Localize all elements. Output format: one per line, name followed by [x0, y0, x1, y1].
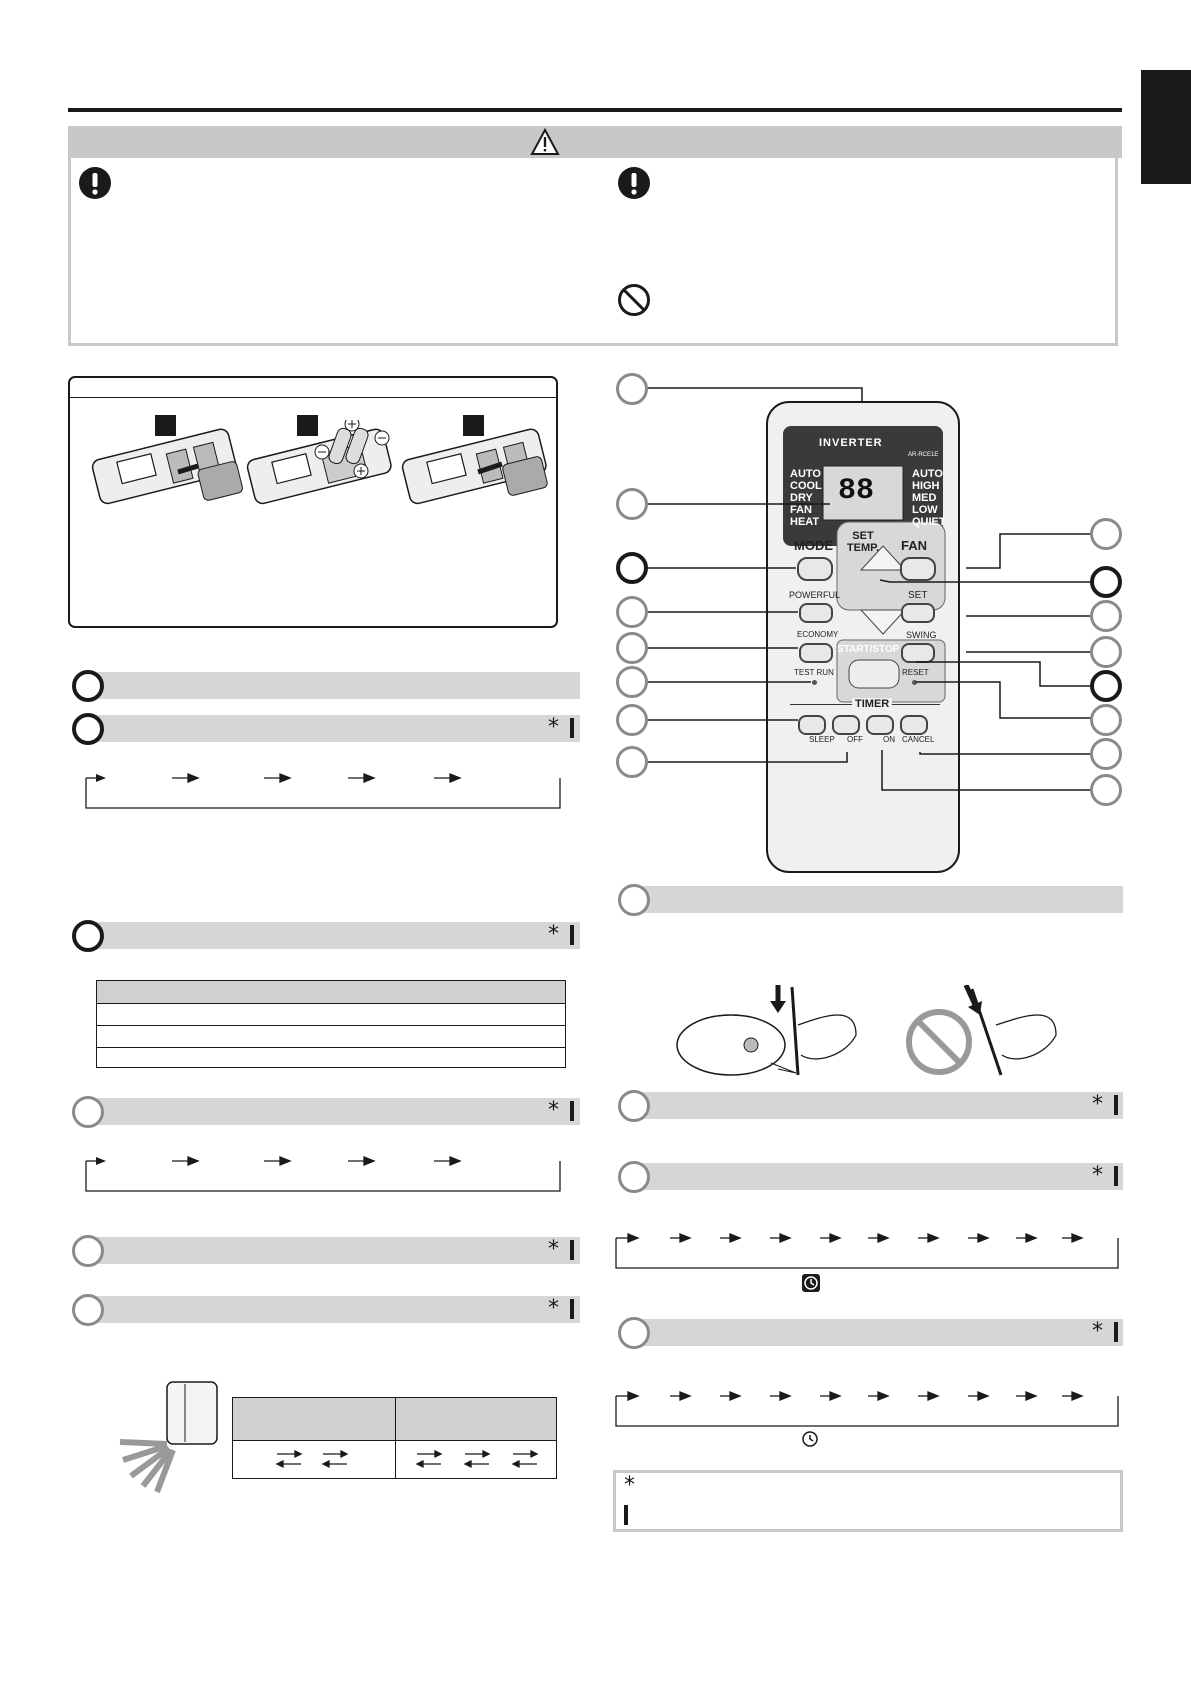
asterisk-mark: * [1092, 1163, 1103, 1188]
sleep-label: SLEEP [809, 735, 835, 744]
asterisk-mark: * [1092, 1319, 1103, 1344]
mode-fan-label: FAN [790, 504, 812, 516]
timer-on-icon [801, 1273, 821, 1293]
section-bar-timer-off [634, 1163, 1123, 1190]
table-row [97, 1047, 565, 1048]
section-number-circle [72, 1096, 104, 1128]
section-bar-mode [86, 715, 580, 742]
start-stop-label: START/STOP [837, 644, 900, 655]
callout-circle [1090, 518, 1122, 550]
callout-circle [616, 632, 648, 664]
bar-mark [570, 1101, 574, 1121]
callout-circle [616, 704, 648, 736]
fan-med-label: MED [912, 492, 937, 504]
asterisk-mark: * [1092, 1092, 1103, 1117]
asterisk-mark: * [548, 715, 559, 740]
mandatory-exclamation-icon [617, 166, 651, 200]
section-bar [86, 1296, 580, 1323]
bar-mark [624, 1505, 628, 1525]
section-number-circle [72, 1235, 104, 1267]
on-label: ON [883, 735, 895, 744]
fan-low-label: LOW [912, 504, 938, 516]
mode-button-label: MODE [794, 538, 833, 553]
section-number-circle [72, 713, 104, 745]
settings-table [96, 980, 566, 1068]
asterisk-mark: * [624, 1473, 635, 1498]
fan-button-label: FAN [901, 538, 927, 553]
mode-cycle-diagram [84, 770, 564, 810]
fan-high-label: HIGH [912, 480, 940, 492]
fan-quiet-label: QUIET [912, 516, 946, 528]
section-number-circle [72, 670, 104, 702]
swap-arrows-icon [275, 1448, 575, 1472]
swing-button-label: SWING [906, 630, 937, 640]
fan-cycle-diagram [84, 1153, 564, 1193]
callout-circle [616, 746, 648, 778]
timer-cycle-diagram [614, 1230, 1122, 1270]
section-bar [86, 1237, 580, 1264]
section-bar-timer-on [634, 1319, 1123, 1346]
callout-leader-lines [600, 370, 1120, 820]
callout-circle [1090, 636, 1122, 668]
bar-mark [570, 718, 574, 738]
fan-auto-label: AUTO [912, 468, 943, 480]
callout-circle [1090, 600, 1122, 632]
reset-label: RESET [902, 668, 929, 677]
mode-heat-label: HEAT [790, 516, 820, 528]
warning-header-bar [68, 126, 1122, 158]
prohibition-icon [617, 283, 651, 317]
set-temp-label: SET TEMP. [846, 530, 880, 554]
bar-mark [570, 1240, 574, 1260]
bar-mark [1114, 1322, 1118, 1342]
warning-triangle-icon [530, 128, 560, 156]
remote-model: AR-RCE1E [908, 452, 939, 458]
mode-dry-label: DRY [790, 492, 813, 504]
timer-cycle-diagram [614, 1388, 1122, 1428]
callout-circle [616, 488, 648, 520]
section-number-circle [72, 920, 104, 952]
timer-off-icon [801, 1430, 819, 1448]
asterisk-mark: * [548, 1296, 559, 1321]
top-rule [68, 108, 1122, 112]
callout-circle [616, 596, 648, 628]
bar-mark [1114, 1095, 1118, 1115]
section-bar [634, 1092, 1123, 1119]
callout-circle [1090, 774, 1122, 806]
mode-auto-label: AUTO [790, 468, 821, 480]
section-bar-fan [86, 922, 580, 949]
section-bar-test-run [634, 886, 1123, 913]
bar-mark [570, 925, 574, 945]
asterisk-mark: * [548, 1098, 559, 1123]
bar-mark [570, 1299, 574, 1319]
legend-note-box [613, 1470, 1123, 1532]
remote-brand: INVERTER [819, 437, 883, 449]
callout-circle [616, 666, 648, 698]
economy-button-label: ECONOMY [797, 630, 839, 639]
callout-circle [1090, 704, 1122, 736]
mode-cool-label: COOL [790, 480, 822, 492]
section-number-circle [618, 1090, 650, 1122]
bar-mark [1114, 1166, 1118, 1186]
asterisk-mark: * [548, 1237, 559, 1262]
callout-circle [1090, 670, 1122, 702]
off-label: OFF [847, 735, 863, 744]
section-number-circle [618, 1161, 650, 1193]
indoor-unit-airflow-illustration [115, 1380, 225, 1495]
callout-circle [616, 552, 648, 584]
remote-display-digits: 88 [838, 474, 875, 508]
mandatory-exclamation-icon [78, 166, 112, 200]
asterisk-mark: * [548, 922, 559, 947]
powerful-button-label: POWERFUL [789, 590, 841, 600]
timer-label: TIMER [852, 698, 892, 710]
section-bar [86, 672, 580, 699]
battery-box-rule [70, 397, 556, 398]
table-row [97, 1025, 565, 1026]
battery-install-illustration [90, 420, 550, 520]
test-run-illustration [676, 985, 1096, 1085]
callout-circle [1090, 566, 1122, 598]
test-run-label: TEST RUN [794, 668, 834, 677]
callout-circle [616, 373, 648, 405]
warning-box [68, 158, 1118, 346]
section-number-circle [618, 1317, 650, 1349]
callout-circle [1090, 738, 1122, 770]
language-tab [1141, 70, 1191, 184]
section-number-circle [72, 1294, 104, 1326]
section-bar [86, 1098, 580, 1125]
table-header [97, 981, 565, 1004]
set-button-label: SET [908, 590, 928, 601]
cancel-label: CANCEL [902, 735, 935, 744]
section-number-circle [618, 884, 650, 916]
